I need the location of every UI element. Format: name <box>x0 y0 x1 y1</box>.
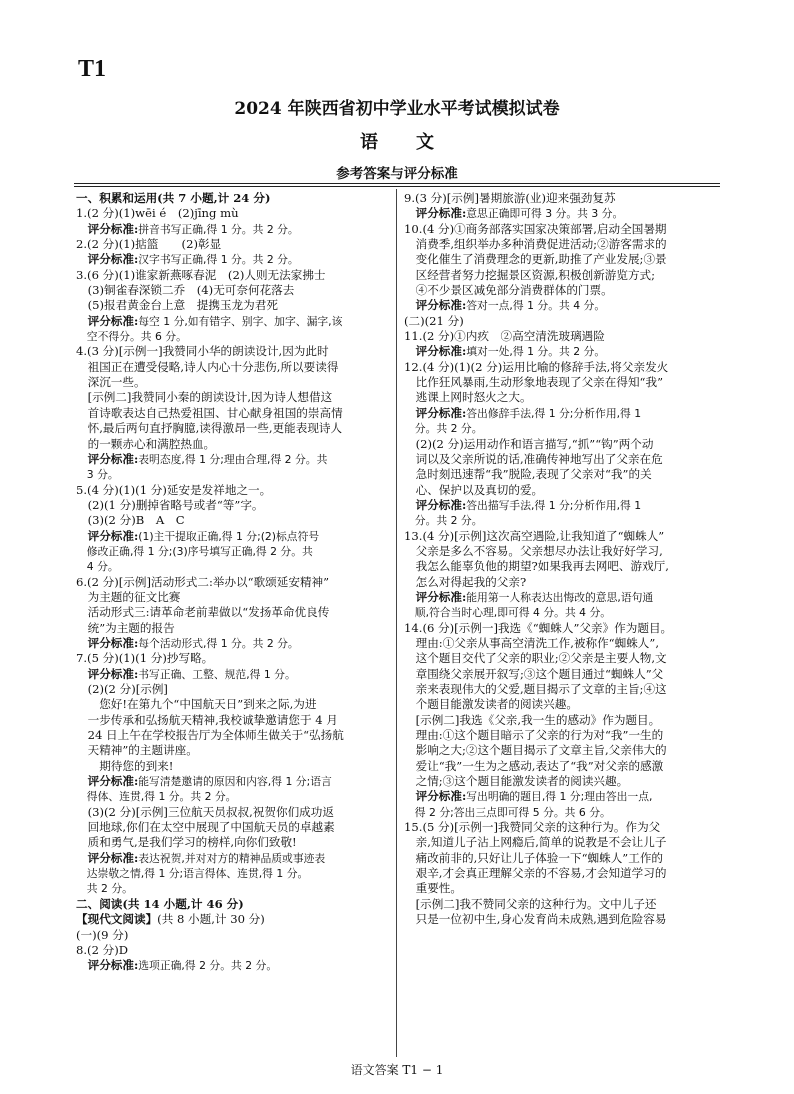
answer-line <box>76 912 390 927</box>
scoring-text: 分。共 2 分。 <box>404 422 483 436</box>
answer-line <box>76 314 390 329</box>
scoring-text: 答出修辞手法,得 1 分;分析作用,得 1 <box>466 406 642 420</box>
answer-line <box>404 498 718 513</box>
answer-line <box>404 805 718 820</box>
answer-line <box>404 421 718 436</box>
answer-line <box>404 406 718 421</box>
column-divider <box>396 189 397 1057</box>
answer-line <box>76 483 390 498</box>
answer-text: 痛改前非的,只好让儿子体验一下“蜘蛛人”工作的 <box>404 850 664 865</box>
answer-line <box>404 437 718 452</box>
answer-text: (2)(2 分)运用动作和语言描写,“抓”“钩”两个动 <box>404 436 654 451</box>
answer-text: 个题目能激发读者的阅读兴趣。 <box>404 697 578 712</box>
answer-text: 消费季,组织举办多种消费促进活动;②游客需求的 <box>404 237 667 252</box>
bold-label: 评分标准: <box>404 497 467 512</box>
answer-line <box>76 713 390 728</box>
answer-line <box>404 237 718 252</box>
answer-line <box>404 529 718 544</box>
answer-line <box>76 344 390 359</box>
answer-line <box>76 835 390 850</box>
page-footer: 语文答案 T1 − 1 <box>350 1063 444 1077</box>
answer-text: 深沉一些。 <box>76 375 146 390</box>
scoring-text: 共 2 分。 <box>76 882 133 896</box>
answer-text: 12.(4 分)(1)(2 分)运用比喻的修辞手法,将父亲发火 <box>404 359 669 374</box>
bold-label: 评分标准: <box>76 635 139 650</box>
answer-line <box>76 467 390 482</box>
answer-text: 4.(3 分)[示例一]我赞同小华的朗读设计,因为此时 <box>76 344 329 359</box>
answer-line <box>76 774 390 789</box>
answer-text: 13.(4 分)[示例]这次高空遇险,让我知道了“蜘蛛人” <box>404 528 665 543</box>
answer-text: 2.(2 分)(1)掂篮 (2)彰显 <box>76 237 222 252</box>
bold-label: 评分标准: <box>404 789 467 804</box>
answer-text: 15.(5 分)[示例一]我赞同父亲的这种行为。作为父 <box>404 820 661 835</box>
answer-line <box>76 252 390 267</box>
right-column <box>404 191 718 928</box>
scoring-text: 分。共 2 分。 <box>404 514 483 528</box>
answer-text: 怎么对得起我的父亲? <box>404 574 527 589</box>
answer-text: 心、保护以及真切的爱。 <box>404 482 544 497</box>
answer-text: 9.(3 分)[示例]暑期旅游(业)迎来强劲复苏 <box>404 191 616 205</box>
answer-line <box>76 682 390 697</box>
bold-label: 二、阅读(共 14 小题,计 46 分) <box>76 896 244 911</box>
answer-line <box>404 390 718 405</box>
bold-label: 评分标准: <box>76 528 139 543</box>
answer-line <box>404 544 718 559</box>
answer-line <box>404 375 718 390</box>
answer-text: 5.(4 分)(1)(1 分)延安是发祥地之一。 <box>76 482 272 497</box>
answer-text: 亲,知道儿子沾上网瘾后,简单的说教是不会让儿子 <box>404 835 667 850</box>
answer-text: 词以及父亲所说的话,准确传神地写出了父亲在危 <box>404 451 663 466</box>
answer-text: 怀,最后两句直抒胸臆,读得激昂一些,更能表现诗人 <box>76 421 343 436</box>
scoring-text: 能用第一人称表达出悔改的意思,语句通 <box>466 590 654 604</box>
answer-line <box>404 575 718 590</box>
answer-line <box>76 651 390 666</box>
answer-line <box>404 651 718 666</box>
answer-text: [示例二]我选《父亲,我一生的感动》作为题目。 <box>404 712 661 727</box>
answer-line <box>404 222 718 237</box>
answer-text: 7.(5 分)(1)(1 分)抄写略。 <box>76 651 214 666</box>
answer-line <box>76 390 390 405</box>
answer-line <box>76 206 390 221</box>
scoring-text: 拼音书写正确,得 1 分。共 2 分。 <box>138 222 299 236</box>
bold-label: 评分标准: <box>76 252 139 267</box>
answer-line <box>76 636 390 651</box>
answer-text: 逃课上网时怒火之大。 <box>404 390 532 405</box>
answer-text: (二)(21 分) <box>404 313 464 328</box>
answer-text: 艰辛,才会真正理解父亲的不容易,才会知道学习的 <box>404 866 667 881</box>
answer-line <box>76 237 390 252</box>
answer-line <box>404 820 718 835</box>
bold-label: 评分标准: <box>76 666 139 681</box>
answer-text: 一步传承和弘扬航天精神,我校诚挚邀请您于 4 月 <box>76 712 338 727</box>
answer-line <box>404 314 718 329</box>
scoring-text: 填对一处,得 1 分。共 2 分。 <box>466 345 606 359</box>
answer-line <box>404 851 718 866</box>
answer-text: [示例二]我不赞同父亲的这种行为。文中儿子还 <box>404 896 657 911</box>
answer-line <box>76 605 390 620</box>
answer-line <box>76 421 390 436</box>
answer-text: 11.(2 分)①内疚 ②高空清洗玻璃遇险 <box>404 329 605 344</box>
scoring-text: 达崇敬之情,得 1 分;语言得体、连贯,得 1 分。 <box>76 867 309 881</box>
paper-tag: T1 <box>78 56 107 82</box>
scoring-text: 修改正确,得 1 分;(3)序号填写正确,得 2 分。共 <box>76 544 313 558</box>
answer-line <box>404 667 718 682</box>
answer-text: 的一颗赤心和满腔热血。 <box>76 436 216 451</box>
exam-title: 2024 年陕西省初中学业水平考试模拟试卷 <box>234 99 560 119</box>
scoring-text: 每个活动形式,得 1 分。共 2 分。 <box>138 636 299 650</box>
answer-line <box>76 406 390 421</box>
answer-text: 我怎么能辜负他的期望?如果我再去网吧、游戏厅, <box>404 559 669 574</box>
answer-line <box>76 375 390 390</box>
answer-text: (共 8 小题,计 30 分) <box>157 912 265 927</box>
bold-label: 评分标准: <box>76 958 139 973</box>
scoring-text: 能写清楚邀请的原因和内容,得 1 分;语言 <box>138 775 332 789</box>
answer-text: [示例二]我赞同小秦的朗读设计,因为诗人想借这 <box>76 390 333 405</box>
scoring-text: 4 分。 <box>76 560 119 574</box>
answer-line <box>404 789 718 804</box>
answer-text: (2)(2 分)[示例] <box>76 682 168 696</box>
bold-label: 评分标准: <box>404 344 467 359</box>
answer-line <box>404 360 718 375</box>
answer-line <box>404 774 718 789</box>
answer-line <box>404 897 718 912</box>
bold-label: 评分标准: <box>404 405 467 420</box>
scoring-text: 得 2 分;答出三点即可得 5 分。共 6 分。 <box>404 805 611 819</box>
answer-line <box>404 866 718 881</box>
answer-line <box>404 452 718 467</box>
answer-text: 章围绕父亲展开叙写;③这个题目通过“蜘蛛人”父 <box>404 666 664 681</box>
answer-line <box>404 697 718 712</box>
answer-line <box>76 667 390 682</box>
answer-line <box>404 605 718 620</box>
bold-label: 评分标准: <box>76 850 139 865</box>
answer-line <box>76 559 390 574</box>
scoring-text: 书写正确、工整、规范,得 1 分。 <box>138 667 296 681</box>
answer-text: 祖国正在遭受侵略,诗人内心十分悲伤,所以要读得 <box>76 359 339 374</box>
scoring-text: 写出明确的题目,得 1 分;理由答出一点, <box>466 790 653 804</box>
answer-line <box>76 529 390 544</box>
answer-text: 只是一位初中生,身心发育尚未成熟,遇到危险容易 <box>404 912 667 927</box>
answer-line <box>76 958 390 973</box>
answer-line <box>76 452 390 467</box>
answer-text: 比作狂风暴雨,生动形象地表现了父亲在得知“我” <box>404 375 664 390</box>
answer-line <box>76 743 390 758</box>
answer-line <box>404 682 718 697</box>
answer-line <box>404 298 718 313</box>
answer-line <box>404 467 718 482</box>
answer-text: 活动形式三:请革命老前辈做以“发扬革命优良传 <box>76 605 330 620</box>
answer-text: 亲来表现伟大的父爱,题目揭示了文章的主旨;④这 <box>404 682 667 696</box>
answer-text: (3)(2 分)[示例]三位航天员叔叔,祝贺你们成功返 <box>76 804 334 819</box>
answer-text: 天精神”的主题讲座。 <box>76 743 198 758</box>
answer-line <box>404 713 718 728</box>
bold-label: 评分标准: <box>76 221 139 236</box>
answer-text: 3.(6 分)(1)谁家新燕啄春泥 (2)人则无法家拂士 <box>76 267 326 282</box>
answer-line <box>404 191 718 206</box>
answer-line <box>404 912 718 927</box>
bold-label: 评分标准: <box>76 451 139 466</box>
answer-line <box>76 820 390 835</box>
scoring-text: 表明态度,得 1 分;理由合理,得 2 分。共 <box>138 452 328 466</box>
answer-line <box>76 590 390 605</box>
answer-text: 爱让“我”一生为之感动,表达了“我”对父亲的感激 <box>404 758 664 773</box>
answer-line <box>404 283 718 298</box>
answer-line <box>76 191 390 206</box>
scoring-text: 每空 1 分,如有错字、别字、加字、漏字,该 <box>138 314 343 328</box>
answer-text: 理由:①父亲从事高空清洗工作,被称作“蜘蛛人”, <box>404 635 660 650</box>
answer-line <box>76 268 390 283</box>
answer-text: 影响之大;②这个题目揭示了文章主旨,父亲伟大的 <box>404 743 667 758</box>
answer-line <box>76 851 390 866</box>
bold-label: 评分标准: <box>76 313 139 328</box>
answer-line <box>404 743 718 758</box>
scoring-text: 答对一点,得 1 分。共 4 分。 <box>466 299 606 313</box>
answer-text: (2)(1 分)删掉省略号或者“等”字。 <box>76 497 264 512</box>
answer-line <box>76 437 390 452</box>
answer-line <box>76 928 390 943</box>
answer-text: 14.(6 分)[示例一]我选《“蜘蛛人”父亲》作为题目。 <box>404 620 673 635</box>
answer-line <box>404 728 718 743</box>
answer-line <box>404 268 718 283</box>
answer-line <box>76 283 390 298</box>
answer-text: 之情;③这个题目能激发读者的阅读兴趣。 <box>404 774 629 789</box>
answer-line <box>404 835 718 850</box>
answer-text: 变化催生了消费理念的更新,助推了产业发展;③景 <box>404 252 667 267</box>
answer-line <box>404 881 718 896</box>
answer-text: 质和勇气,是我们学习的榜样,向你们致敬! <box>76 835 297 850</box>
scoring-text: 意思正确即可得 3 分。共 3 分。 <box>466 207 624 221</box>
answer-text: 统”为主题的报告 <box>76 620 175 635</box>
answer-line <box>76 881 390 896</box>
answer-line <box>76 789 390 804</box>
answer-text: 1.(2 分)(1)wēi é (2)jīng mù <box>76 206 239 221</box>
scoring-text: 表达祝贺,并对对方的精神品质或事迹表 <box>138 851 326 865</box>
bold-label: 【现代文阅读】 <box>76 912 158 927</box>
scoring-text: 顺,符合当时心理,即可得 4 分。共 4 分。 <box>404 606 612 620</box>
answer-text: 24 日上午在学校报告厅为全体师生做关于“弘扬航 <box>76 728 344 743</box>
answer-text: 6.(2 分)[示例]活动形式二:举办以“歌颂延安精神” <box>76 574 330 589</box>
bold-label: 评分标准: <box>76 774 139 789</box>
answer-line <box>404 590 718 605</box>
scoring-text: 选项正确,得 2 分。共 2 分。 <box>138 959 278 973</box>
answer-line <box>76 621 390 636</box>
answer-line <box>76 360 390 375</box>
answer-text: (一)(9 分) <box>76 927 129 942</box>
header-rule <box>74 186 720 187</box>
answer-text: (3)(2 分)B A C <box>76 513 185 528</box>
answer-line <box>404 206 718 221</box>
answer-line <box>76 759 390 774</box>
bold-label: 一、积累和运用(共 7 小题,计 24 分) <box>76 191 271 205</box>
answer-text: 区经营者努力挖掘景区资源,积极创新游览方式; <box>404 267 656 282</box>
answer-line <box>76 866 390 881</box>
answer-text: 父亲是多么不容易。父亲想尽办法让我好好学习, <box>404 543 663 558</box>
answer-line <box>76 222 390 237</box>
answer-line <box>76 897 390 912</box>
scoring-text: (1)主干提取正确,得 1 分;(2)标点符号 <box>138 529 320 543</box>
answer-line <box>76 544 390 559</box>
bold-label: 评分标准: <box>404 206 467 221</box>
scoring-text: 空不得分。共 6 分。 <box>76 330 187 344</box>
answer-line <box>76 513 390 528</box>
answer-line <box>76 498 390 513</box>
answer-text: 重要性。 <box>404 881 462 896</box>
answer-line <box>404 621 718 636</box>
answer-line <box>404 344 718 359</box>
scoring-text: 3 分。 <box>76 468 119 482</box>
subject-title: 语文 <box>360 132 472 153</box>
answer-subtitle: 参考答案与评分标准 <box>336 166 458 182</box>
answer-line <box>76 805 390 820</box>
answer-text: 理由:①这个题目暗示了父亲的行为对“我”一生的 <box>404 728 664 743</box>
scoring-text: 得体、连贯,得 1 分。共 2 分。 <box>76 790 237 804</box>
answer-text: 您好!在第九个“中国航天日”到来之际,为进 <box>76 697 317 712</box>
answer-text: 8.(2 分)D <box>76 942 129 957</box>
answer-line <box>404 329 718 344</box>
answer-line <box>404 636 718 651</box>
answer-line <box>76 697 390 712</box>
answer-line <box>404 559 718 574</box>
answer-text: 这个题目交代了父亲的职业;②父亲是主要人物,文 <box>404 651 667 666</box>
answer-text: 回地球,你们在太空中展现了中国航天员的卓越素 <box>76 820 335 835</box>
answer-line <box>76 943 390 958</box>
scoring-text: 答出描写手法,得 1 分;分析作用,得 1 <box>466 498 642 512</box>
answer-text: 期待您的到来! <box>76 758 174 773</box>
answer-text: 为主题的征文比赛 <box>76 589 181 604</box>
answer-text: 首诗歌表达自己热爱祖国、甘心献身祖国的崇高情 <box>76 405 343 420</box>
answer-line <box>404 483 718 498</box>
bold-label: 评分标准: <box>404 298 467 313</box>
scoring-text: 汉字书写正确,得 1 分。共 2 分。 <box>138 253 299 267</box>
answer-text: 10.(4 分)①商务部落实国家决策部署,启动全国暑期 <box>404 221 667 236</box>
answer-text: ④不少景区减免部分消费群体的门票。 <box>404 283 613 298</box>
answer-text: (3)铜雀春深锁二乔 (4)无可奈何花落去 <box>76 283 295 298</box>
answer-line <box>76 298 390 313</box>
answer-text: 急时刻迅速帮“我”脱险,表现了父亲对“我”的关 <box>404 467 652 482</box>
answer-line <box>76 329 390 344</box>
answer-line <box>76 728 390 743</box>
answer-line <box>404 252 718 267</box>
bold-label: 评分标准: <box>404 589 467 604</box>
answer-line <box>404 759 718 774</box>
header-rule <box>74 183 720 184</box>
answer-line <box>76 575 390 590</box>
left-column <box>76 191 390 974</box>
answer-text: (5)报君黄金台上意 提携玉龙为君死 <box>76 298 278 313</box>
answer-line <box>404 513 718 528</box>
